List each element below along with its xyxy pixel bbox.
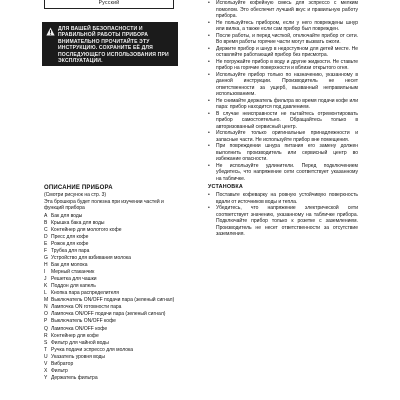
part-letter: N — [44, 304, 48, 311]
part-letter: Y — [44, 374, 48, 381]
bullet-text: Используйте прибор только по назначению, указанному в данной инструкции. Производитель не несет ответственности за ущерб, вызванный неправильным использованием. — [216, 71, 358, 97]
bullet-text: После работы, и перед чисткой, отключайте прибор от сети. Во время работы горячие части могут вызвать ожоги. — [216, 32, 358, 45]
part-item — [44, 318, 184, 325]
bullet-icon: • — [208, 19, 210, 26]
part-letter: L — [44, 290, 47, 297]
part-letter: S — [44, 339, 48, 346]
part-description: Крышка бака для воды — [51, 219, 105, 226]
bullet-icon: • — [208, 71, 210, 78]
section-title: ОПИСАНИЕ ПРИБОРА — [44, 185, 113, 191]
part-letter: O — [44, 311, 48, 318]
part-description: Кнопка пара распределителя — [51, 290, 120, 297]
bullet-item — [208, 111, 358, 131]
part-letter: P — [44, 318, 48, 325]
bullet-icon: • — [208, 205, 210, 211]
part-letter: K — [44, 283, 48, 290]
part-item — [44, 297, 184, 304]
bullet-item — [208, 33, 358, 46]
part-letter: U — [44, 353, 48, 360]
part-item — [44, 220, 184, 227]
bullet-icon: • — [208, 162, 210, 169]
part-description: Бак для молока — [51, 262, 88, 269]
part-description: Контейнер для кофе — [51, 332, 99, 339]
bullet-item — [208, 130, 358, 143]
part-description: Решетка для чашки — [51, 276, 97, 283]
install-title: УСТАНОВКА — [208, 184, 243, 190]
bullet-icon: • — [208, 143, 210, 149]
part-letter: V — [44, 360, 48, 367]
part-letter: Q — [44, 325, 48, 332]
part-letter: F — [44, 248, 48, 255]
warning-icon — [46, 27, 55, 36]
part-letter: H — [44, 262, 48, 269]
section-subtitle: (Смотри рисунок на стр. 3) — [44, 192, 107, 198]
safety-column — [208, 0, 358, 238]
part-item — [44, 241, 184, 248]
bullet-item — [208, 192, 358, 205]
part-description: Пресс для кофе — [51, 233, 89, 240]
part-description: Мерный стаканчик — [51, 269, 95, 276]
part-item — [44, 311, 184, 318]
part-letter: E — [44, 240, 48, 247]
install-list — [208, 192, 358, 238]
bullet-item — [208, 163, 358, 183]
part-description: Лампочка ON/OFF кофе — [51, 325, 108, 332]
section-intro: Эта брошюра будет полезна при изучении частей и функций прибора — [44, 198, 164, 212]
part-letter: T — [44, 346, 48, 353]
bullet-text: Поставьте кофеварку на ровную устойчивую поверхность вдали от источников воды и тепла. — [216, 192, 358, 205]
bullet-text: Не снимайте держатель фильтра во время подачи кофе или пара: прибор находится под давлением. — [216, 97, 358, 110]
bullet-text: Используйте только оригинальные принадлежности и запасные части. Не используйте прибор вне помещения. — [216, 130, 358, 143]
bullet-icon: • — [208, 32, 210, 39]
bullet-text: Убедитесь, что напряжение электрической сети соответствует значению, указанному на табличке прибора. Подключайте прибор только к розетке с заземлением. Производитель не несет ответственности за отсутствие заземления. — [216, 205, 358, 237]
part-description: Поддон для капель — [51, 283, 96, 290]
part-item — [44, 375, 184, 382]
part-description: Фильтр для чайной воды — [51, 339, 109, 346]
part-description: Устройство для взбивания молока — [51, 255, 131, 262]
bullet-item — [208, 59, 358, 72]
part-item — [44, 248, 184, 255]
bullet-item — [208, 98, 358, 111]
part-item — [44, 340, 184, 347]
bullet-icon: • — [208, 97, 210, 104]
part-item — [44, 333, 184, 340]
part-description: Вибратор — [51, 360, 74, 367]
part-description: Лампочка ON готовности пара — [51, 304, 122, 311]
safety-list — [208, 0, 358, 182]
bullet-item — [208, 46, 358, 59]
bullet-item — [208, 20, 358, 33]
part-letter: B — [44, 219, 48, 226]
part-item — [44, 326, 184, 333]
bullet-text: В случае неисправности не пытайтесь отремонтировать прибор самостоятельно. Обращайтесь только в авторизованный сервисный центр. — [216, 110, 358, 130]
bullet-icon: • — [208, 192, 210, 198]
safety-notice — [42, 22, 178, 66]
part-item — [44, 368, 184, 375]
part-letter: J — [44, 276, 47, 283]
part-item — [44, 283, 184, 290]
part-description: Указатель уровня воды — [51, 353, 105, 360]
bullet-icon: • — [208, 58, 210, 65]
part-description: Трубка для пара — [51, 248, 90, 255]
bullet-text: Держите прибор и шнур в недоступном для детей месте. Не оставляйте работающий прибор без присмотра. — [216, 45, 358, 58]
part-description: Бак для воды — [51, 212, 83, 219]
part-letter: C — [44, 226, 48, 233]
bullet-item — [208, 72, 358, 98]
part-letter: A — [44, 212, 48, 219]
part-item — [44, 347, 184, 354]
bullet-text: Не пользуйтесь прибором, если у него повреждены шнур или вилка, а также если сам прибор был поврежден. — [216, 19, 358, 32]
bullet-text: Не погружайте прибор в воду и другие жидкости. Не ставьте прибор на горячие поверхности и вблизи открытого огня. — [216, 58, 358, 71]
language-header: Русский — [44, 0, 174, 9]
part-item — [44, 269, 184, 276]
part-letter: I — [44, 269, 46, 276]
part-item — [44, 234, 184, 241]
bullet-icon: • — [208, 130, 210, 136]
bullet-item — [208, 205, 358, 238]
bullet-text: Используйте кофейную смесь для эспрессо с мелким помолом. Это обеспечит лучший вкус и правильную работу прибора. — [216, 0, 358, 19]
bullet-icon: • — [208, 45, 210, 52]
bullet-icon: • — [208, 0, 210, 6]
part-description: Выключатель ON/OFF кофе — [51, 318, 116, 325]
bullet-text: При повреждении шнура питания его замену должен выполнить производитель или сервисный центр во избежание опасности. — [216, 143, 358, 162]
part-letter: X — [44, 367, 48, 374]
part-description: Лампочка ON/OFF подачи пара (зеленый сигнал) — [51, 311, 166, 318]
part-description: Ручка подачи эспрессо для молока — [51, 346, 134, 353]
part-item — [44, 255, 184, 262]
part-letter: M — [44, 297, 49, 304]
part-letter: R — [44, 332, 48, 339]
bullet-icon: • — [208, 110, 210, 117]
description-section — [44, 184, 184, 382]
part-letter: D — [44, 233, 48, 240]
part-description: Держатель фильтра — [51, 374, 98, 381]
bullet-item — [208, 143, 358, 163]
part-item — [44, 276, 184, 283]
part-item — [44, 354, 184, 361]
bullet-item — [208, 0, 358, 20]
parts-list — [44, 213, 184, 382]
part-description: Контейнер для молотого кофе — [51, 226, 122, 233]
part-description: Фильтр — [51, 367, 68, 374]
bullet-text: Не используйте удлинители. Перед подключением убедитесь, что напряжение сети соответствует указанному на табличке. — [216, 162, 358, 182]
part-letter: G — [44, 255, 48, 262]
part-description: Рожок для кофе — [51, 240, 89, 247]
part-item — [44, 213, 184, 220]
part-description: Выключатель ON/OFF подачи пара (зеленый сигнал) — [51, 297, 175, 304]
part-item — [44, 227, 184, 234]
part-item — [44, 361, 184, 368]
notice-text: ДЛЯ ВАШЕЙ БЕЗОПАСНОСТИ И ПРАВИЛЬНОЙ РАБОТЫ ПРИБОРА ВНИМАТЕЛЬНО ПРОЧИТАЙТЕ ЭТУ ИНСТРУКЦИЮ. СОХРАНИТЕ ЕЁ ДЛЯ ПОСЛЕДУЮЩЕГО ИСПОЛЬЗОВАНИЯ ПРИ ЭКСПЛУАТАЦИИ. — [58, 26, 169, 65]
